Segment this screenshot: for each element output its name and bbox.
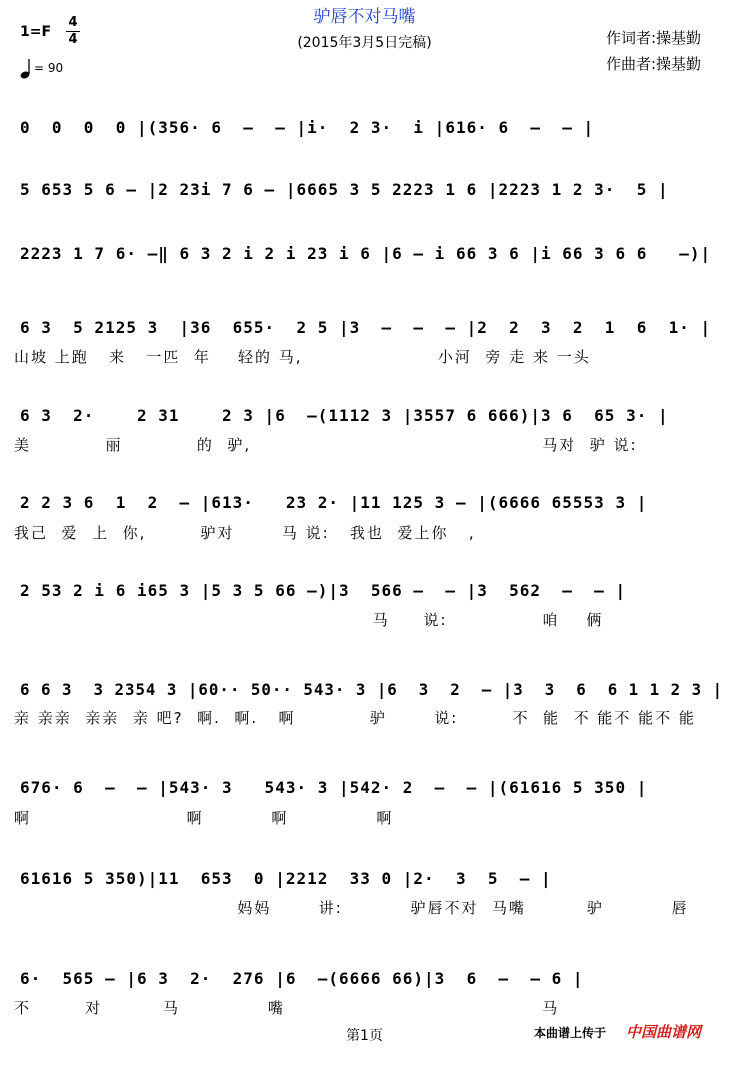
composer-credit: 作曲者:操基勤 [606, 55, 702, 73]
notation-row: 0 0 0 0 |(356· 6 – – |i· 2 3· i |616· 6 – – | [20, 118, 595, 137]
upload-note: 本曲谱上传于 [534, 1026, 607, 1040]
score-title: 驴唇不对马嘴 [313, 7, 416, 27]
notation-row: 6· 565 – |6 3 2· 276 |6 –(6666 66)|3 6 – – 6 | [20, 969, 584, 988]
site-logo: 中国曲谱网 [626, 1023, 702, 1041]
notation-row: 6 3 2· 2 31 2 3 |6 –(1112 3 |3557 6 666)|3 6 65 3· | [20, 406, 669, 425]
lyric-row: 马 说: 咱 俩 [14, 611, 604, 629]
lyric-row: 我己 爱 上 你, 驴对 马 说: 我也 爱上你 , [14, 524, 476, 542]
tempo-marking: = 90 [34, 61, 64, 75]
music-line-10 [0, 869, 729, 979]
notation-row: 5 653 5 6 – |2 23i 7 6 – |6665 3 5 2223 1 6 |2223 1 2 3· 5 | [20, 180, 669, 199]
lyric-row: 美 丽 的 驴, 马对 驴 说: [14, 436, 638, 454]
notation-row: 61616 5 350)|11 653 0 |2212 33 0 |2· 3 5 – | [20, 869, 552, 888]
notation-row: 2 53 2 i 6 i65 3 |5 3 5 66 –)|3 566 – – |3 562 – – | [20, 581, 627, 600]
lyric-row: 不 对 马 嘴 马 [14, 999, 560, 1017]
lyricist-credit: 作词者:操基勤 [606, 29, 702, 47]
score-subtitle: (2015年3月5日完稿) [297, 35, 432, 51]
notation-row: 676· 6 – – |543· 3 543· 3 |542· 2 – – |(61616 5 350 | [20, 778, 648, 797]
music-line-7 [0, 581, 729, 691]
notation-row: 6 6 3 3 2354 3 |60·· 50·· 543· 3 |6 3 2 – |3 3 6 6 1 1 2 3 | [20, 680, 724, 699]
lyric-row: 妈妈 讲: 驴唇不对 马嘴 驴 唇 [14, 899, 689, 917]
notation-row: 2 2 3 6 1 2 – |613· 23 2· |11 125 3 – |(6666 65553 3 | [20, 493, 648, 512]
lyric-row: 山坡 上跑 来 一匹 年 轻的 马, 小河 旁 走 来 一头 [14, 348, 591, 366]
lyric-row: 亲 亲亲 亲亲 亲 吧? 啊. 啊. 啊 驴 说: 不 能 不 能不 能不 能 [14, 709, 696, 727]
quarter-note-icon [20, 58, 34, 80]
notation-row: 2223 1 7 6· –‖ 6 3 2 i 2 i 23 i 6 |6 – i 66 3 6 |i 66 3 6 6 –)| [20, 244, 712, 263]
music-line-11 [0, 969, 729, 1079]
key-signature: 1=F [20, 24, 52, 40]
music-line-8 [0, 680, 729, 790]
page-number: 第1页 [346, 1028, 383, 1044]
lyric-row: 啊 啊 啊 啊 [14, 809, 394, 827]
notation-row: 6 3 5 2125 3 |36 655· 2 5 |3 – – – |2 2 3 2 1 6 1· | [20, 318, 712, 337]
time-signature-bottom: 4 [68, 32, 78, 47]
time-signature [66, 16, 80, 47]
time-signature-top: 4 [68, 15, 78, 30]
